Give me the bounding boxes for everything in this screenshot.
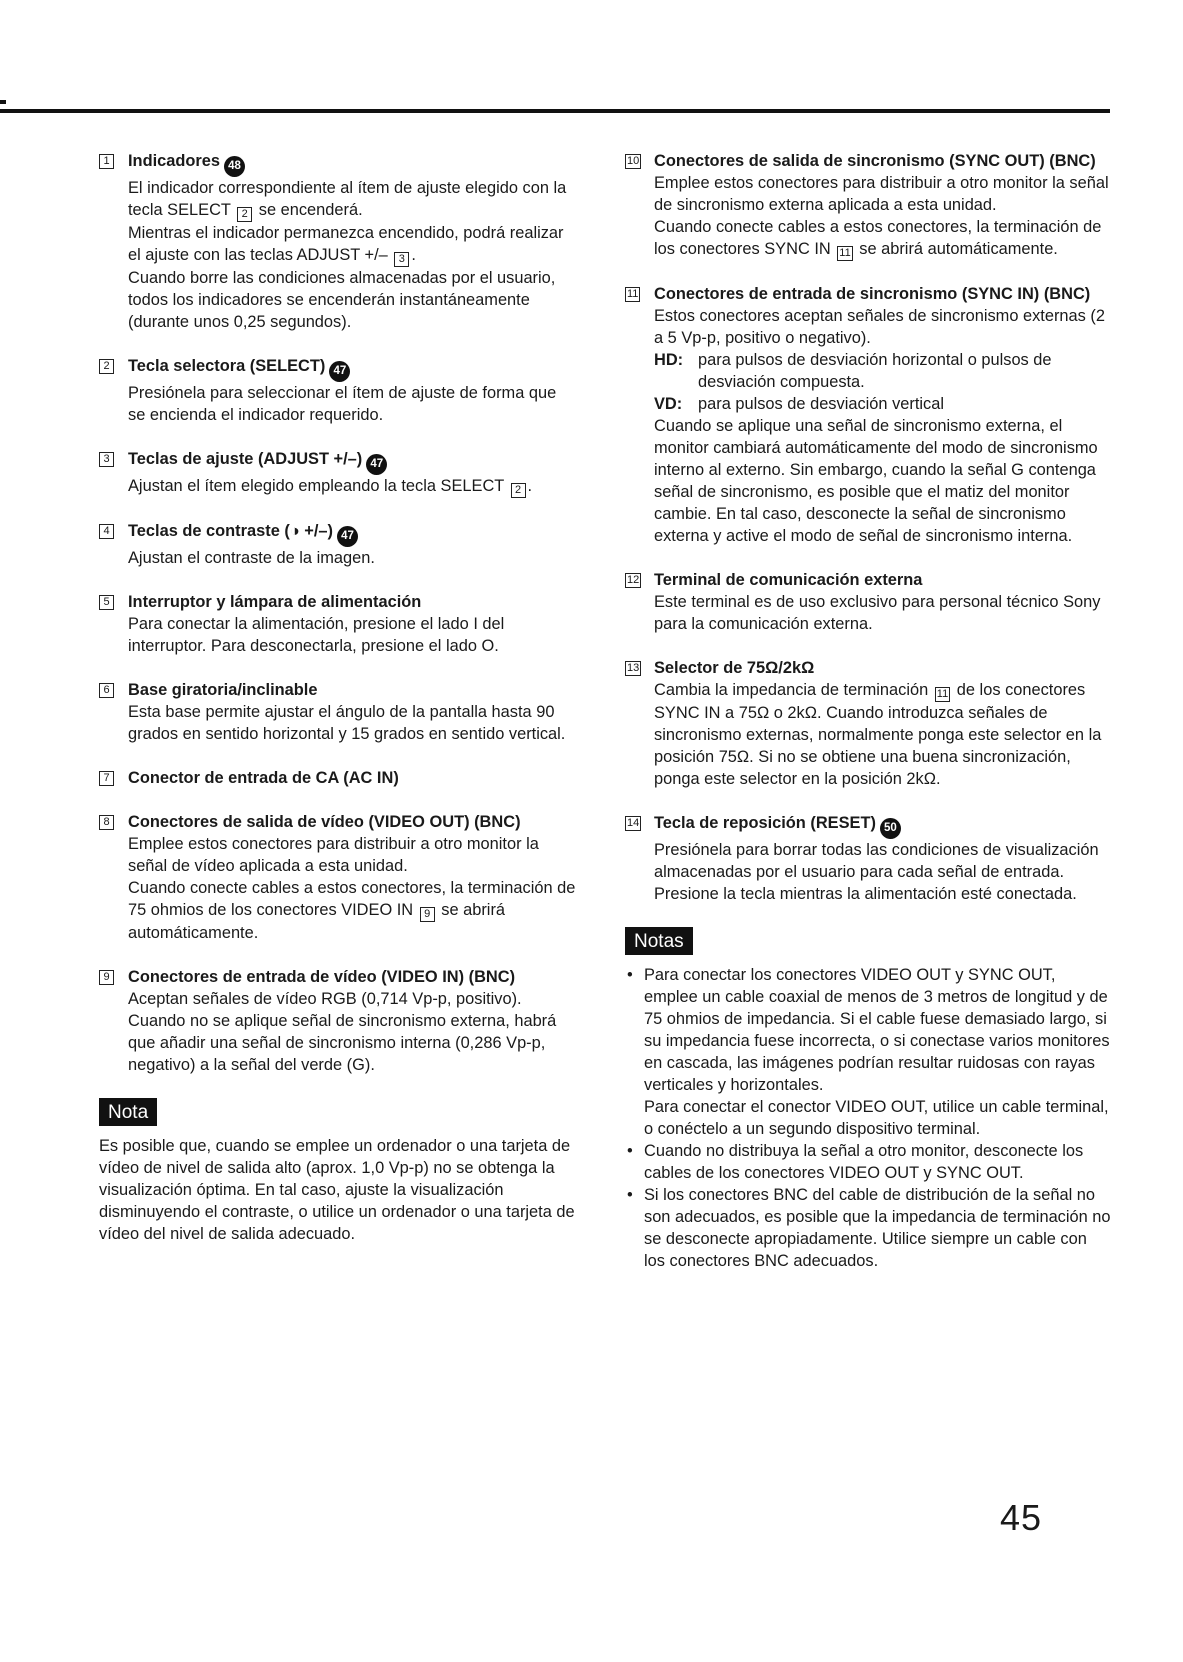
- nota-text: Es posible que, cuando se emplee un ordenador o una tarjeta de vídeo de nivel de salida alto (aprox. 1,0 Vp-p) no se obtenga la visualización óptima. En tal caso, ajuste la visualización disminuyendo el contraste, o utilice un ordenador o una tarjeta de vídeo del nivel de salida adecuado.: [99, 1137, 575, 1243]
- item-7: [99, 767, 577, 789]
- item-title: [128, 448, 577, 475]
- item-title-text: Teclas de contraste (◑ +/–): [128, 522, 333, 540]
- notas-bullet: [625, 1184, 1111, 1272]
- item-title-text: Terminal de comunicación externa: [654, 571, 923, 589]
- item-number-box: 7: [99, 771, 114, 786]
- item-number-reference: 2: [237, 207, 252, 222]
- signal-description: para pulsos de desviación horizontal o pulsos de desviación compuesta.: [698, 351, 1052, 391]
- item-title-text: Teclas de ajuste (ADJUST +/–): [128, 450, 363, 468]
- reference-badge: 47: [366, 454, 387, 475]
- item-paragraph: Esta base permite ajustar el ángulo de la pantalla hasta 90 grados en sentido horizontal y 15 grados en sentido vertical.: [128, 703, 566, 743]
- nota-label: Nota: [99, 1098, 157, 1126]
- item-title: [654, 569, 1111, 591]
- item-paragraph: Aceptan señales de vídeo RGB (0,714 Vp-p, positivo). Cuando no se aplique señal de sincronismo externa, habrá que añadir una señal de sincronismo interna (0,286 Vp-p, negativo) a la señal del verde (G).: [128, 990, 557, 1074]
- left-item-list: [99, 150, 577, 1076]
- page-number: 45: [1000, 1497, 1043, 1538]
- item-title: [128, 811, 577, 833]
- item-title-text: Tecla selectora (SELECT): [128, 357, 326, 375]
- item-8: [99, 811, 577, 944]
- item-9: [99, 966, 577, 1076]
- item-title-text: Conectores de entrada de sincronismo (SYNC IN) (BNC): [654, 285, 1091, 303]
- item-title-text: Conectores de entrada de vídeo (VIDEO IN) (BNC): [128, 968, 516, 986]
- item-paragraph: Cuando conecte cables a estos conectores, la terminación de 75 ohmios de los conectores VIDEO IN 9 se abrirá automáticamente.: [128, 879, 576, 942]
- reference-badge: 47: [337, 526, 358, 547]
- item-title: [128, 150, 577, 177]
- item-title: [128, 767, 577, 789]
- notas-bullet-paragraph: • Si los conectores BNC del cable de distribución de la señal no son adecuados, es posible que la impedancia de terminación no se desconecte apropiadamente. Utilice siempre un cable con los conectores BNC adecuados.: [644, 1186, 1111, 1270]
- item-number-reference: 3: [394, 252, 409, 267]
- item-paragraph: Cuando se aplique una señal de sincronismo externa, el monitor cambiará automáticamente del modo de sincronismo interno al externo. Sin embargo, cuando la señal G contenga señal de sincronismo, es posible que el matiz del monitor cambie. En tal caso, desconecte la señal de sincronismo externa y active el modo de señal de sincronismo interna.: [654, 417, 1098, 545]
- left-column: [99, 150, 577, 1245]
- item-number-box: 8: [99, 815, 114, 830]
- item-number-box: 3: [99, 452, 114, 467]
- right-item-list: [625, 150, 1111, 905]
- signal-label: HD:: [654, 351, 684, 369]
- item-6: [99, 679, 577, 745]
- item-paragraph: Emplee estos conectores para distribuir a otro monitor la señal de vídeo aplicada a esta unidad.: [128, 835, 539, 875]
- item-number-reference: 11: [839, 247, 851, 259]
- item-10: [625, 150, 1111, 261]
- item-paragraph: Emplee estos conectores para distribuir a otro monitor la señal de sincronismo externa aplicada a esta unidad.: [654, 174, 1109, 214]
- item-paragraph: Presione la tecla mientras la alimentación esté conectada.: [654, 885, 1077, 903]
- item-paragraph: Estos conectores aceptan señales de sincronismo externas (2 a 5 Vp-p, positivo o negativo).: [654, 307, 1105, 347]
- item-title-text: Selector de 75Ω/2kΩ: [654, 659, 815, 677]
- signal-definition: [654, 393, 1111, 415]
- notas-bullet-paragraph: • Cuando no distribuya la señal a otro monitor, desconecte los cables de los conectores VIDEO OUT y SYNC OUT.: [644, 1142, 1084, 1182]
- reference-badge: 50: [880, 818, 901, 839]
- corner-mark: [0, 100, 6, 104]
- item-number-box: 5: [99, 595, 114, 610]
- item-title: [128, 355, 577, 382]
- notas-bullet: [625, 1140, 1111, 1184]
- item-1: [99, 150, 577, 333]
- item-number-box: 9: [99, 970, 114, 985]
- item-paragraph: Cuando borre las condiciones almacenadas por el usuario, todos los indicadores se encenderán instantáneamente (durante unos 0,25 segundos).: [128, 269, 556, 331]
- item-title-text: Tecla de reposición (RESET): [654, 814, 876, 832]
- item-paragraph: El indicador correspondiente al ítem de ajuste elegido con la tecla SELECT 2 se encenderá.: [128, 179, 567, 220]
- header-rule: [0, 109, 1110, 113]
- item-title: [128, 966, 577, 988]
- item-number-box: 13: [627, 662, 640, 674]
- signal-description: para pulsos de desviación vertical: [698, 395, 944, 413]
- reference-badge: 48: [224, 156, 245, 177]
- item-paragraph: Este terminal es de uso exclusivo para personal técnico Sony para la comunicación externa.: [654, 593, 1101, 633]
- item-paragraph: Cuando conecte cables a estos conectores, la terminación de los conectores SYNC IN 11 se abrirá automáticamente.: [654, 218, 1102, 259]
- item-title-text: Interruptor y lámpara de alimentación: [128, 593, 422, 611]
- item-title: [654, 657, 1111, 679]
- item-13: [625, 657, 1111, 790]
- item-paragraph: Presiónela para borrar todas las condiciones de visualización almacenadas por el usuario para cada señal de entrada.: [654, 841, 1099, 881]
- notas-list: [625, 964, 1111, 1272]
- item-4: [99, 520, 577, 569]
- item-paragraph: Ajustan el contraste de la imagen.: [128, 549, 375, 567]
- right-column: [625, 150, 1111, 1272]
- notas-label: Notas: [625, 927, 693, 955]
- item-title-text: Base giratoria/inclinable: [128, 681, 318, 699]
- item-title-text: Conector de entrada de CA (AC IN): [128, 769, 399, 787]
- item-number-box: 14: [627, 817, 640, 829]
- item-number-reference: 9: [420, 907, 435, 922]
- signal-label: VD:: [654, 395, 683, 413]
- item-number-box: 10: [627, 155, 640, 167]
- item-title: [128, 679, 577, 701]
- item-title-text: Indicadores: [128, 152, 220, 170]
- item-title: [128, 520, 577, 547]
- item-paragraph: Presiónela para seleccionar el ítem de ajuste de forma que se encienda el indicador requerido.: [128, 384, 557, 424]
- signal-definition: [654, 349, 1111, 393]
- item-14: [625, 812, 1111, 905]
- item-11: [625, 283, 1111, 547]
- item-title: [654, 283, 1111, 305]
- item-number-box: 4: [99, 524, 114, 539]
- item-paragraph: Cambia la impedancia de terminación 11 de los conectores SYNC IN a 75Ω o 2kΩ. Cuando introduzca señales de sincronismo externas, normalmente ponga este selector en la posición 75Ω. Si no se obtiene una buena sincronización, ponga este selector en la posición 2kΩ.: [654, 681, 1102, 788]
- item-number-reference: 11: [936, 688, 949, 700]
- item-number-box: 6: [99, 683, 114, 698]
- notas-bullet: [625, 964, 1111, 1140]
- item-number-box: 12: [627, 574, 640, 586]
- item-paragraph: Para conectar la alimentación, presione el lado I del interruptor. Para desconectarla, presione el lado O.: [128, 615, 505, 655]
- item-title-text: Conectores de salida de sincronismo (SYNC OUT) (BNC): [654, 152, 1096, 170]
- item-title-text: Conectores de salida de vídeo (VIDEO OUT) (BNC): [128, 813, 521, 831]
- item-number-box: 11: [627, 288, 639, 300]
- notas-bullet-paragraph: Para conectar el conector VIDEO OUT, utilice un cable terminal, o conéctelo a un segundo dispositivo terminal.: [644, 1098, 1109, 1138]
- item-5: [99, 591, 577, 657]
- notas-block: [625, 927, 1111, 1272]
- nota-block: [99, 1098, 577, 1245]
- notas-bullet-paragraph: • Para conectar los conectores VIDEO OUT y SYNC OUT, emplee un cable coaxial de menos de 3 metros de longitud y de 75 ohmios de impedancia. Si el cable fuese demasiado largo, si su impedancia fuese incorrecta, o si conectase varios monitores en cascada, las imágenes podrían resultar ruidosas con rayas verticales y horizontales.: [644, 966, 1110, 1094]
- item-2: [99, 355, 577, 426]
- item-number-box: 2: [99, 359, 114, 374]
- item-title: [128, 591, 577, 613]
- item-paragraph: Ajustan el ítem elegido empleando la tecla SELECT 2 .: [128, 477, 533, 496]
- item-number-box: 1: [99, 154, 114, 169]
- reference-badge: 47: [329, 361, 350, 382]
- item-number-reference: 2: [511, 483, 526, 498]
- item-3: [99, 448, 577, 498]
- item-12: [625, 569, 1111, 635]
- item-title: [654, 812, 1111, 839]
- item-title: [654, 150, 1111, 172]
- item-paragraph: Mientras el indicador permanezca encendido, podrá realizar el ajuste con las teclas ADJUST +/– 3 .: [128, 224, 564, 265]
